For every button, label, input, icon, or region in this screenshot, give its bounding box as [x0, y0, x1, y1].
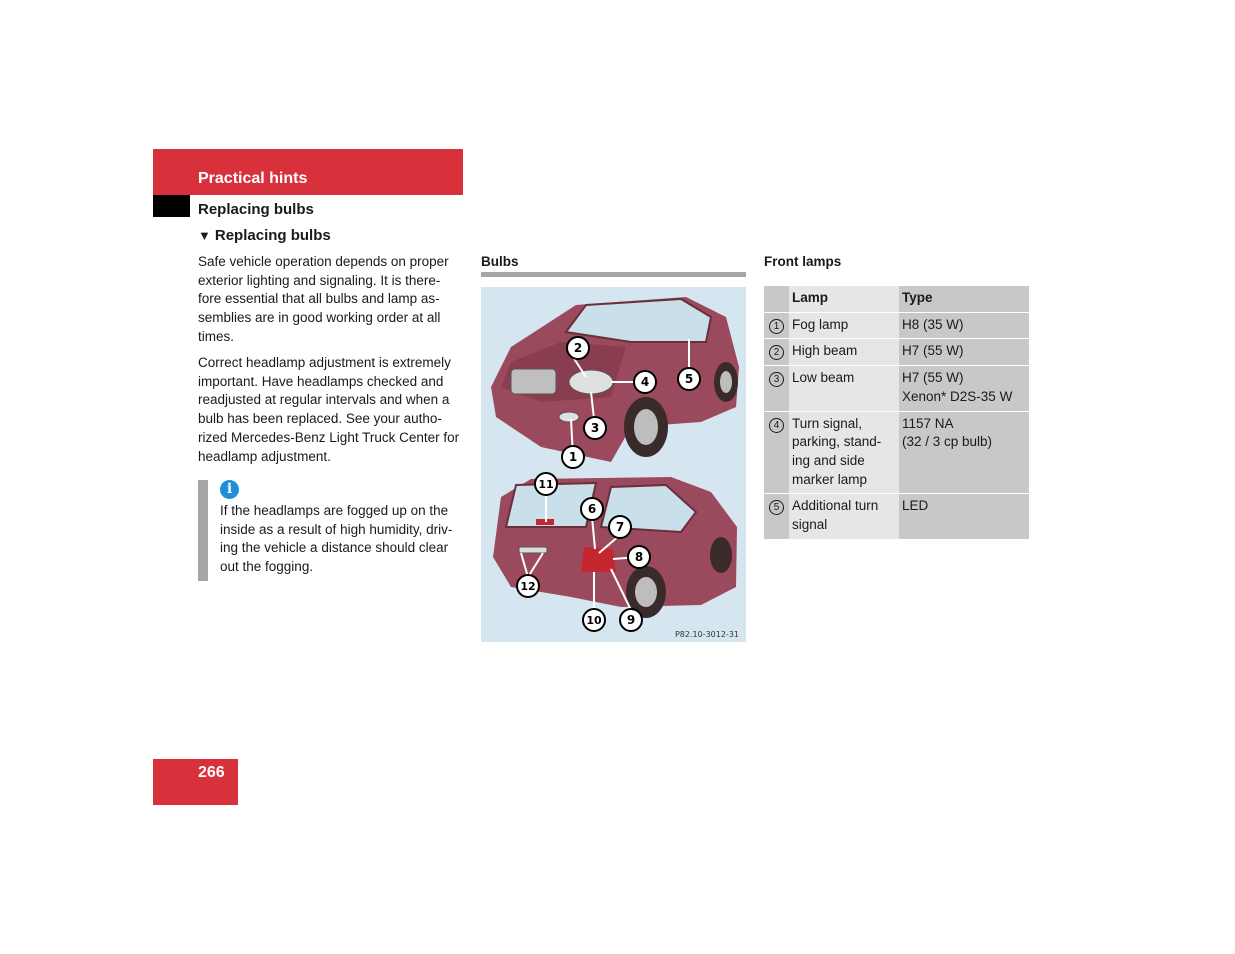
info-bar	[198, 480, 208, 581]
callout-2: 2	[573, 341, 583, 355]
section-title: Practical hints	[198, 170, 308, 187]
front-lamps-table	[764, 286, 1029, 540]
table-row	[764, 411, 1029, 494]
callout-7: 7	[615, 520, 625, 534]
adjustment-paragraph: Correct headlamp adjustment is extremely important. Have headlamps checked and readjusted at regular intervals and when a bulb has been replaced. See your autho-rized Mercedes-Benz Light Truck Center for headlamp adjustment.	[198, 355, 460, 464]
table-heading: Front lamps	[764, 254, 842, 269]
column-header-lamp: Lamp	[789, 286, 899, 312]
triangle-down-icon: ▼	[198, 228, 211, 243]
bulb-type: H8 (35 W)	[899, 312, 1029, 339]
front-view-car	[491, 297, 739, 462]
table-row	[764, 312, 1029, 339]
bulb-type: 1157 NA (32 / 3 cp bulb)	[899, 411, 1029, 494]
table-header-row	[764, 286, 1029, 312]
subsection-title: Replacing bulbs	[198, 201, 314, 218]
bulb-type: LED	[899, 494, 1029, 539]
bulb-type: H7 (55 W)	[899, 339, 1029, 366]
callout-11: 11	[538, 478, 554, 491]
heading-rule	[481, 272, 746, 277]
heading-text: Replacing bulbs	[214, 227, 331, 244]
figure-heading: Bulbs	[481, 254, 519, 269]
row-number: 4	[769, 418, 784, 433]
info-icon: i	[220, 480, 239, 499]
lamp-name: Low beam	[789, 366, 899, 411]
row-number: 2	[769, 345, 784, 360]
column-header-type: Type	[899, 286, 1029, 312]
row-number: 1	[769, 319, 784, 334]
lamp-name: Fog lamp	[789, 312, 899, 339]
bulb-location-figure	[481, 287, 746, 642]
section-tab-marker	[153, 195, 190, 217]
info-text: If the headlamps are fogged up on the inside as a result of high humidity, driv-ing the vehicle a distance should clear out the fogging.	[220, 503, 453, 575]
bulb-type: H7 (55 W) Xenon* D2S-35 W	[899, 366, 1029, 411]
callout-12: 12	[520, 580, 536, 593]
lamp-name: Additional turn signal	[789, 494, 899, 539]
table-row	[764, 339, 1029, 366]
table-row	[764, 366, 1029, 411]
callout-5: 5	[684, 372, 694, 386]
callout-4: 4	[640, 375, 650, 389]
figure-code: P82.10-3012-31	[674, 630, 739, 639]
car-illustration	[481, 287, 746, 642]
callout-9: 9	[626, 613, 636, 627]
callout-6: 6	[587, 502, 597, 516]
row-number: 3	[769, 372, 784, 387]
page-number-box	[153, 759, 238, 805]
row-number: 5	[769, 500, 784, 515]
table-row	[764, 494, 1029, 539]
intro-paragraph: Safe vehicle operation depends on proper exterior lighting and signaling. It is there-fore essential that all bulbs and lamp as-semblies are in good working order at all times.	[198, 254, 449, 344]
callout-3: 3	[590, 421, 600, 435]
callout-1: 1	[568, 450, 578, 464]
lamp-name: Turn signal, parking, stand-ing and side marker lamp	[789, 411, 899, 494]
page-number: 266	[198, 764, 225, 781]
callout-10: 10	[586, 614, 602, 627]
callout-8: 8	[634, 550, 644, 564]
lamp-name: High beam	[789, 339, 899, 366]
heading	[198, 227, 331, 244]
